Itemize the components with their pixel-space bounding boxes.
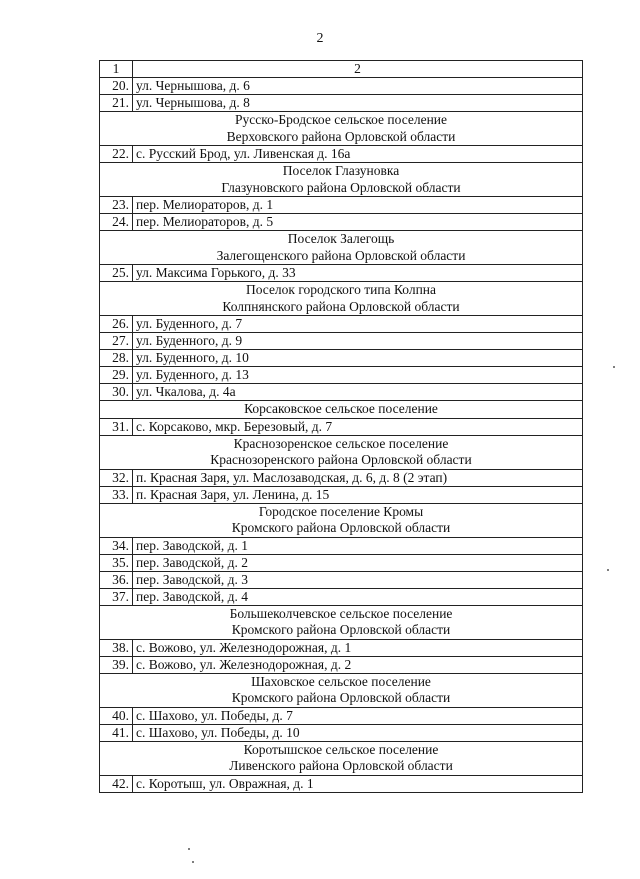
table-row — [100, 78, 583, 95]
row-number: 22. — [100, 146, 133, 163]
settlement-heading — [100, 435, 583, 469]
row-address: с. Корсаково, мкр. Березовый, д. 7 — [133, 418, 583, 435]
row-address: с. Шахово, ул. Победы, д. 7 — [133, 707, 583, 724]
group-header-row — [100, 231, 583, 265]
group-header-row — [100, 163, 583, 197]
page-number: 2 — [316, 31, 324, 46]
table-row — [100, 639, 583, 656]
row-address: ул. Максима Горького, д. 33 — [133, 265, 583, 282]
row-number: 36. — [100, 571, 133, 588]
table-row — [100, 554, 583, 571]
table-row — [100, 418, 583, 435]
row-address: пер. Мелиораторов, д. 5 — [133, 214, 583, 231]
table-row — [100, 367, 583, 384]
row-number: 37. — [100, 588, 133, 605]
settlement-heading — [100, 673, 583, 707]
scan-speck — [607, 569, 609, 571]
address-table — [99, 60, 583, 793]
settlement-heading-line: Глазуновского района Орловской области — [221, 179, 461, 195]
settlement-heading-line: Краснозоренское сельское поселение — [233, 435, 449, 451]
group-header-row — [100, 605, 583, 639]
row-number: 28. — [100, 350, 133, 367]
settlement-heading-line: Шаховское сельское поселение — [251, 673, 431, 689]
table-row — [100, 724, 583, 741]
group-header-row — [100, 401, 583, 419]
table-row — [100, 588, 583, 605]
row-number: 25. — [100, 265, 133, 282]
group-header-row — [100, 503, 583, 537]
settlement-heading — [100, 163, 583, 197]
row-address: пер. Мелиораторов, д. 1 — [133, 197, 583, 214]
row-number: 20. — [100, 78, 133, 95]
row-number: 23. — [100, 197, 133, 214]
table-body — [100, 61, 583, 793]
settlement-heading-line: Залегощенского района Орловской области — [216, 247, 466, 263]
settlement-heading-line: Кромского района Орловской области — [231, 690, 451, 705]
table-row — [100, 197, 583, 214]
settlement-heading-line: Верховского района Орловской области — [226, 128, 456, 144]
settlement-heading — [100, 231, 583, 265]
row-address: с. Шахово, ул. Победы, д. 10 — [133, 724, 583, 741]
settlement-heading — [100, 741, 583, 775]
row-address: ул. Буденного, д. 13 — [133, 367, 583, 384]
row-number: 21. — [100, 95, 133, 112]
row-number: 42. — [100, 775, 133, 792]
settlement-heading — [100, 282, 583, 316]
row-address: ул. Чкалова, д. 4а — [133, 384, 583, 401]
row-address: пер. Заводской, д. 1 — [133, 537, 583, 554]
scan-speck — [192, 861, 194, 863]
row-address: ул. Буденного, д. 9 — [133, 333, 583, 350]
table-row — [100, 333, 583, 350]
settlement-heading-line: Поселок Залегощь — [287, 231, 395, 246]
row-address: п. Красная Заря, ул. Ленина, д. 15 — [133, 486, 583, 503]
table-row — [100, 146, 583, 163]
settlement-heading — [100, 401, 583, 419]
row-number: 31. — [100, 418, 133, 435]
row-number: 24. — [100, 214, 133, 231]
row-address: пер. Заводской, д. 2 — [133, 554, 583, 571]
row-address: пер. Заводской, д. 4 — [133, 588, 583, 605]
settlement-heading-line: Русско-Бродское сельское поселение — [234, 112, 448, 127]
group-header-row — [100, 673, 583, 707]
settlement-heading-line: Корсаковское сельское поселение — [244, 401, 438, 416]
settlement-heading-line: Коротышское сельское поселение — [243, 741, 439, 757]
settlement-heading-line: Кромского района Орловской области — [231, 622, 451, 637]
settlement-heading-line: Городское поселение Кромы — [258, 503, 424, 519]
header-col-number: 1 — [100, 61, 133, 78]
table-row — [100, 469, 583, 486]
row-address: с. Вожово, ул. Железнодорожная, д. 2 — [133, 656, 583, 673]
row-address: ул. Буденного, д. 7 — [133, 316, 583, 333]
table-row — [100, 384, 583, 401]
table-row — [100, 350, 583, 367]
table-header-row — [100, 61, 583, 78]
group-header-row — [100, 741, 583, 775]
row-number: 32. — [100, 469, 133, 486]
settlement-heading-line: Ливенского района Орловской области — [229, 758, 453, 773]
table-row — [100, 656, 583, 673]
row-address: пер. Заводской, д. 3 — [133, 571, 583, 588]
scan-speck — [613, 366, 615, 368]
row-number: 38. — [100, 639, 133, 656]
row-number: 35. — [100, 554, 133, 571]
settlement-heading — [100, 503, 583, 537]
table-row — [100, 95, 583, 112]
settlement-heading-line: Кромского района Орловской области — [231, 520, 451, 535]
group-header-row — [100, 282, 583, 316]
table-row — [100, 265, 583, 282]
row-number: 27. — [100, 333, 133, 350]
table-row — [100, 707, 583, 724]
settlement-heading-line: Колпнянского района Орловской области — [222, 298, 460, 314]
table-row — [100, 571, 583, 588]
settlement-heading-line: Поселок городского типа Колпна — [245, 282, 437, 297]
row-number: 33. — [100, 486, 133, 503]
row-number: 26. — [100, 316, 133, 333]
settlement-heading-line: Краснозоренского района Орловской области — [210, 452, 472, 467]
row-number: 40. — [100, 707, 133, 724]
row-number: 34. — [100, 537, 133, 554]
group-header-row — [100, 435, 583, 469]
row-address: ул. Чернышова, д. 8 — [133, 95, 583, 112]
table-row — [100, 775, 583, 792]
header-col-address: 2 — [133, 61, 583, 78]
row-number: 39. — [100, 656, 133, 673]
row-address: с. Вожово, ул. Железнодорожная, д. 1 — [133, 639, 583, 656]
row-number: 30. — [100, 384, 133, 401]
table-row — [100, 316, 583, 333]
row-address: ул. Буденного, д. 10 — [133, 350, 583, 367]
table-row — [100, 214, 583, 231]
group-header-row — [100, 112, 583, 146]
row-address: п. Красная Заря, ул. Маслозаводская, д. 6, д. 8 (2 этап) — [133, 469, 583, 486]
table-row — [100, 486, 583, 503]
row-address: с. Русский Брод, ул. Ливенская д. 16а — [133, 146, 583, 163]
row-number: 41. — [100, 724, 133, 741]
settlement-heading-line: Большеколчевское сельское поселение — [229, 605, 453, 621]
scan-speck — [188, 848, 190, 850]
row-number: 29. — [100, 367, 133, 384]
settlement-heading — [100, 605, 583, 639]
settlement-heading-line: Поселок Глазуновка — [282, 163, 400, 178]
settlement-heading — [100, 112, 583, 146]
row-address: ул. Чернышова, д. 6 — [133, 78, 583, 95]
table-row — [100, 537, 583, 554]
row-address: с. Коротыш, ул. Овражная, д. 1 — [133, 775, 583, 792]
